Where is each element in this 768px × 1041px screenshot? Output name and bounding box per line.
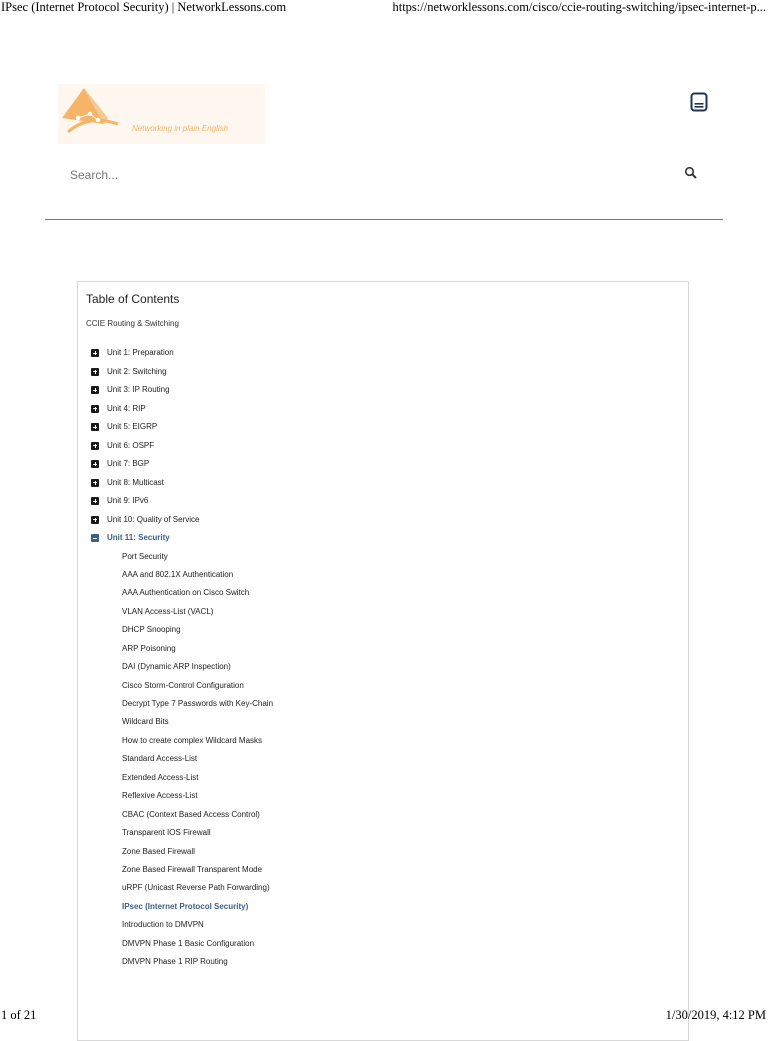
toc-course-name: CCIE Routing & Switching xyxy=(86,319,179,328)
toc-unit-active[interactable] xyxy=(78,530,688,549)
toc-unit[interactable] xyxy=(78,475,688,494)
toc-lesson xyxy=(78,585,688,603)
expand-plus-icon[interactable] xyxy=(91,405,99,413)
networklessons-logo-icon xyxy=(58,84,138,144)
search-bar xyxy=(60,160,710,190)
toc-lesson-link[interactable]: DMVPN Phase 1 RIP Routing xyxy=(122,957,228,967)
toc-lesson xyxy=(78,678,688,696)
toc-lesson-link[interactable]: Cisco Storm-Control Configuration xyxy=(122,680,244,690)
toc-lesson-link[interactable]: DHCP Snooping xyxy=(122,625,181,635)
menu-icon[interactable] xyxy=(690,92,708,112)
search-icon[interactable] xyxy=(684,166,702,184)
collapse-minus-icon[interactable] xyxy=(91,534,99,542)
toc-lesson-link[interactable]: DMVPN Phase 1 Basic Configuration xyxy=(122,938,255,948)
expand-plus-icon[interactable] xyxy=(91,497,99,505)
toc-lesson xyxy=(78,954,688,972)
print-page-url: https://networklessons.com/cisco/ccie-routing-switching/ipsec-internet-p... xyxy=(392,0,766,14)
toc-lesson xyxy=(78,844,688,862)
print-page-title: IPsec (Internet Protocol Security) | NetworkLessons.com xyxy=(1,0,287,14)
toc-unit-label[interactable]: Unit 5: EIGRP xyxy=(107,422,158,431)
toc-lesson-link[interactable]: IPsec (Internet Protocol Security) xyxy=(122,901,249,911)
toc-unit[interactable] xyxy=(78,493,688,512)
toc-unit-label[interactable]: Unit 1: Preparation xyxy=(107,348,174,357)
toc-lesson xyxy=(78,604,688,622)
toc-lesson xyxy=(78,714,688,732)
toc-lesson xyxy=(78,751,688,769)
toc-lesson-link[interactable]: Decrypt Type 7 Passwords with Key-Chain xyxy=(122,699,274,708)
toc-lesson-current xyxy=(78,899,688,917)
toc-lesson xyxy=(78,696,688,714)
toc-lesson-link[interactable]: Zone Based Firewall Transparent Mode xyxy=(122,864,263,874)
print-page-number: 1 of 21 xyxy=(1,1008,37,1022)
toc-lesson-link[interactable]: Standard Access-List xyxy=(122,754,198,764)
toc-unit[interactable] xyxy=(78,364,688,383)
toc-lesson-link[interactable]: Transparent IOS Firewall xyxy=(122,828,211,838)
print-header xyxy=(0,0,768,16)
toc-lesson-link[interactable]: Port Security xyxy=(122,551,168,561)
expand-plus-icon[interactable] xyxy=(91,386,99,394)
toc-lesson-link[interactable]: AAA and 802.1X Authentication xyxy=(122,569,234,579)
toc-lesson-link[interactable]: ARP Poisoning xyxy=(122,643,176,653)
toc-unit-label[interactable]: Unit 6: OSPF xyxy=(107,440,155,450)
toc-unit-label[interactable]: Unit 2: Switching xyxy=(107,366,167,376)
site-logo[interactable] xyxy=(58,84,265,144)
toc-lesson xyxy=(78,659,688,677)
toc-unit[interactable] xyxy=(78,419,688,438)
toc-unit[interactable] xyxy=(78,401,688,420)
toc-lesson xyxy=(78,880,688,898)
toc-unit[interactable] xyxy=(78,382,688,401)
toc-lesson xyxy=(78,549,688,567)
toc-lesson xyxy=(78,788,688,806)
toc-unit[interactable] xyxy=(78,438,688,457)
toc-lesson-link[interactable]: AAA Authentication on Cisco Switch xyxy=(122,588,250,598)
toc-lesson xyxy=(78,825,688,843)
toc-lesson-link[interactable]: uRPF (Unicast Reverse Path Forwarding) xyxy=(122,883,270,893)
expand-plus-icon[interactable] xyxy=(91,516,99,524)
table-of-contents xyxy=(77,281,689,1041)
toc-lesson xyxy=(78,622,688,640)
toc-unit[interactable] xyxy=(78,512,688,531)
toc-unit-label[interactable]: Unit 10: Quality of Service xyxy=(107,514,200,524)
toc-unit[interactable] xyxy=(78,345,688,364)
toc-unit-label[interactable]: Unit 7: BGP xyxy=(107,459,150,468)
toc-lesson-link[interactable]: Reflexive Access-List xyxy=(122,791,198,801)
toc-title: Table of Contents xyxy=(86,292,180,306)
toc-unit-label[interactable]: Unit 9: IPv6 xyxy=(107,496,149,505)
expand-plus-icon[interactable] xyxy=(91,479,99,487)
toc-lesson xyxy=(78,641,688,659)
print-footer xyxy=(0,1008,768,1024)
toc-unit-label[interactable]: Unit 4: RIP xyxy=(107,403,146,413)
header-divider xyxy=(45,219,723,220)
search-input[interactable] xyxy=(60,160,660,190)
toc-lesson xyxy=(78,807,688,825)
toc-lesson xyxy=(78,862,688,880)
print-datetime: 1/30/2019, 4:12 PM xyxy=(665,1008,766,1022)
toc-unit-label[interactable]: Unit 8: Multicast xyxy=(107,477,164,487)
toc-lesson-link[interactable]: How to create complex Wildcard Masks xyxy=(122,735,263,745)
expand-plus-icon[interactable] xyxy=(91,423,99,431)
toc-lesson-link[interactable]: Zone Based Firewall xyxy=(122,846,195,856)
toc-lesson-link[interactable]: Extended Access-List xyxy=(122,772,199,782)
toc-lesson-link[interactable]: VLAN Access-List (VACL) xyxy=(122,606,214,616)
toc-lesson xyxy=(78,917,688,935)
toc-unit-label[interactable]: Unit 11: Security xyxy=(107,533,170,542)
expand-plus-icon[interactable] xyxy=(91,349,99,357)
toc-unit[interactable] xyxy=(78,456,688,475)
site-tagline: Networking in plain English xyxy=(132,124,229,133)
toc-list xyxy=(78,345,688,973)
expand-plus-icon[interactable] xyxy=(91,442,99,450)
toc-lesson xyxy=(78,770,688,788)
toc-lesson xyxy=(78,733,688,751)
expand-plus-icon[interactable] xyxy=(91,368,99,376)
toc-lesson-link[interactable]: DAI (Dynamic ARP Inspection) xyxy=(122,662,231,672)
toc-lesson-link[interactable]: CBAC (Context Based Access Control) xyxy=(122,809,260,819)
toc-unit-label[interactable]: Unit 3: IP Routing xyxy=(107,385,170,394)
toc-lesson xyxy=(78,567,688,585)
toc-lesson-link[interactable]: Introduction to DMVPN xyxy=(122,920,204,930)
expand-plus-icon[interactable] xyxy=(91,460,99,468)
toc-lesson-link[interactable]: Wildcard Bits xyxy=(122,717,169,727)
toc-lesson xyxy=(78,936,688,954)
